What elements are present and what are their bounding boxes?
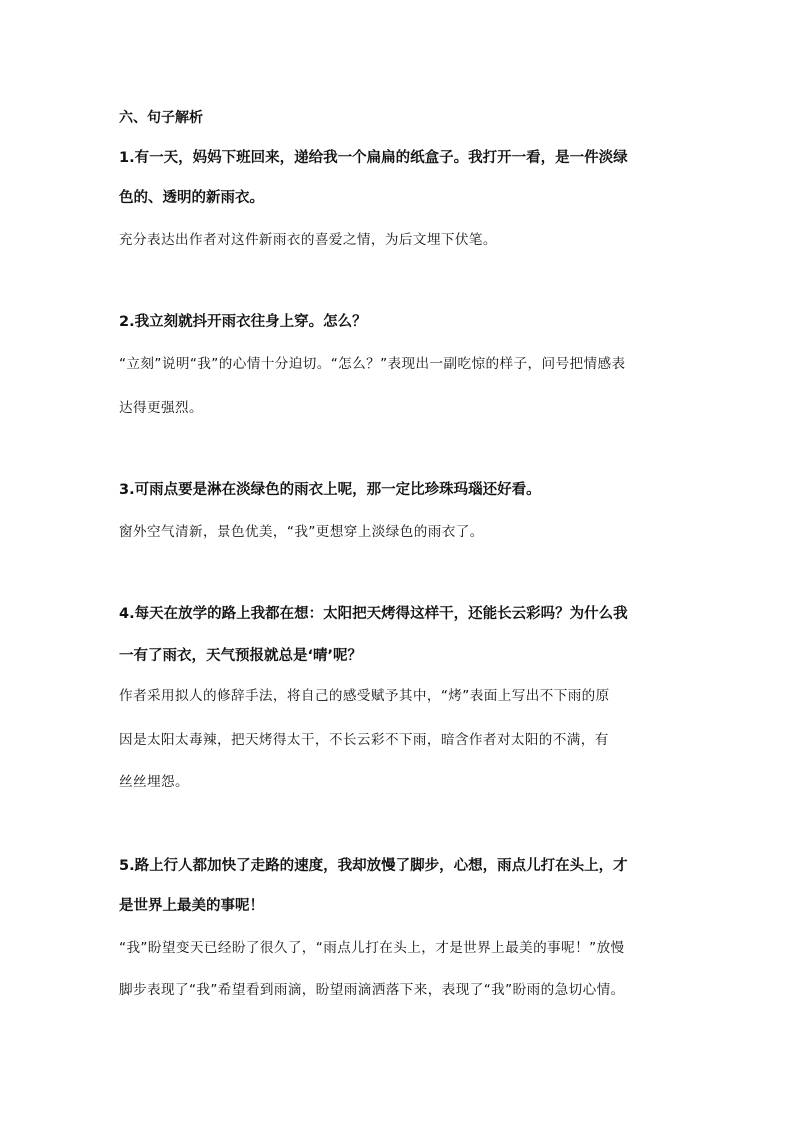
question-1-line-2: 色的、透明的新雨衣。 (119, 190, 264, 206)
question-5-line-2: 是世界上最美的事呢！ (119, 898, 264, 914)
question-1-line-1: 1.有一天，妈妈下班回来，递给我一个扁扁的纸盒子。我打开一看，是一件淡绿 (119, 150, 628, 166)
question-3-line-1: 3.可雨点要是淋在淡绿色的雨衣上呢，那一定比珍珠玛瑙还好看。 (119, 482, 541, 498)
analysis-5-line-1: “我”盼望变天已经盼了很久了，“雨点儿打在头上，才是世界上最美的事呢！”放慢 (119, 940, 625, 956)
question-4-line-1: 4.每天在放学的路上我都在想：太阳把天烤得这样干，还能长云彩吗？为什么我 (119, 606, 628, 622)
analysis-4-line-1: 作者采用拟人的修辞手法，将自己的感受赋予其中，“烤”表面上写出不下雨的原 (119, 688, 610, 704)
analysis-3-line-1: 窗外空气清新，景色优美，“我”更想穿上淡绿色的雨衣了。 (119, 524, 484, 540)
question-5-line-1: 5.路上行人都加快了走路的速度，我却放慢了脚步，心想，雨点儿打在头上，才 (119, 858, 628, 874)
analysis-4-line-2: 因是太阳太毒辣，把天烤得太干，不长云彩不下雨，暗含作者对太阳的不满，有 (119, 732, 609, 748)
section-heading: 六、句子解析 (119, 110, 203, 126)
analysis-1-line-1: 充分表达出作者对这件新雨衣的喜爱之情，为后文埋下伏笔。 (119, 232, 497, 248)
analysis-2-line-1: “立刻”说明“我”的心情十分迫切。“怎么？”表现出一副吃惊的样子，问号把情感表 (119, 356, 626, 372)
analysis-5-line-2: 脚步表现了“我”希望看到雨滴，盼望雨滴洒落下来，表现了“我”盼雨的急切心情。 (119, 982, 625, 998)
question-4-line-2: 一有了雨衣，天气预报就总是‘晴’呢？ (119, 648, 363, 664)
analysis-4-line-3: 丝丝埋怨。 (119, 774, 189, 790)
question-2-line-1: 2.我立刻就抖开雨衣往身上穿。怎么？ (119, 314, 367, 330)
analysis-2-line-2: 达得更强烈。 (119, 400, 203, 416)
